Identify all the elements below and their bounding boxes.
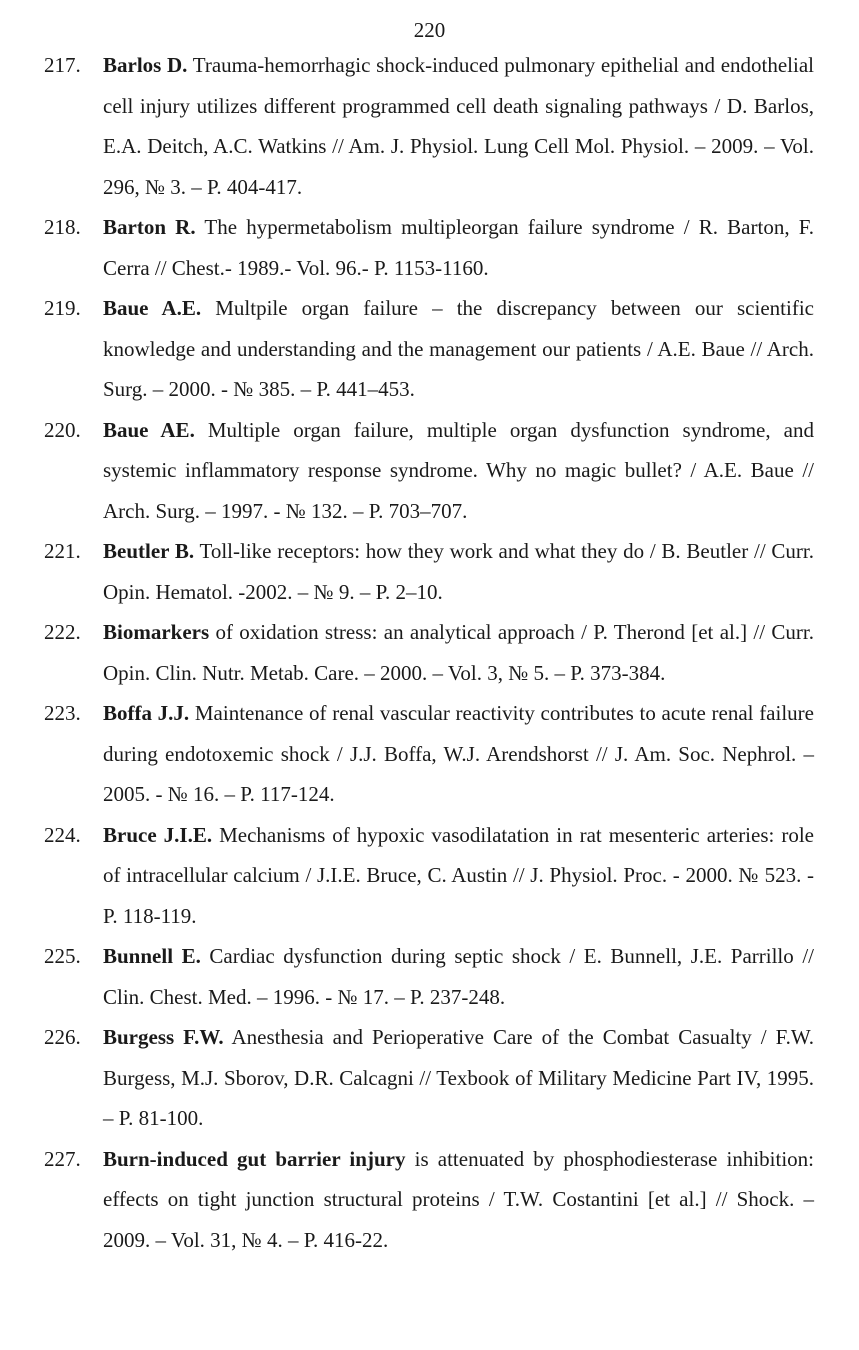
reference-author: Burn-induced gut barrier injury bbox=[103, 1146, 406, 1171]
reference-text bbox=[103, 693, 814, 815]
reference-number: 219. bbox=[44, 296, 81, 320]
reference-details: Maintenance of renal vascular reactivity contributes to acute renal failure during endotoxemic shock / J.J. Boffa, W.J. Arendshorst // J. Am. Soc. Nephrol. – 2005. - № 16. – P. 117-124. bbox=[103, 701, 814, 806]
reference-text bbox=[103, 612, 814, 693]
reference-author: Baue AE. bbox=[103, 417, 195, 442]
reference-item bbox=[44, 531, 814, 612]
reference-details: Multiple organ failure, multiple organ dysfunction syndrome, and systemic inflammatory response syndrome. Why no magic bullet? / A.E. Baue // Arch. Surg. – 1997. - № 132. – P. 703–707. bbox=[103, 417, 814, 523]
reference-number: 226. bbox=[44, 1025, 81, 1049]
reference-number: 224. bbox=[44, 822, 81, 847]
reference-text bbox=[103, 936, 814, 1017]
reference-details: is attenuated by phosphodiesterase inhibition: effects on tight junction structural proteins / T.W. Costantini [et al.] // Shock. – 2009. – Vol. 31, № 4. – P. 416-22. bbox=[103, 1146, 815, 1252]
reference-details: Cardiac dysfunction during septic shock / E. Bunnell, J.E. Parrillo // Clin. Chest. Med. – 1996. - № 17. – P. 237-248. bbox=[103, 944, 814, 1009]
reference-author: Baue A.E. bbox=[103, 296, 202, 320]
reference-number: 222. bbox=[44, 620, 81, 644]
reference-details: Multpile organ failure – the discrepancy between our scientific knowledge and understanding and the management our patients / A.E. Baue // Arch. Surg. – 2000. - № 385. – P. 441–453. bbox=[103, 296, 814, 401]
reference-author: Bunnell E. bbox=[103, 944, 201, 968]
reference-item bbox=[44, 207, 814, 288]
reference-item bbox=[44, 288, 814, 410]
reference-details: Trauma-hemorrhagic shock-induced pulmonary epithelial and endothelial cell injury utilizes different programmed cell death signaling pathways / D. Barlos, E.A. Deitch, A.C. Watkins // Am. J. Physiol. Lung Cell Mol. Physiol. – 2009. – Vol. 296, № 3. – P. 404-417. bbox=[103, 53, 815, 199]
reference-details: Mechanisms of hypoxic vasodilatation in rat mesenteric arteries: role of intracellular calcium / J.I.E. Bruce, C. Austin // J. Physiol. Proc. - 2000. № 523. - P. 118-119. bbox=[103, 822, 815, 928]
reference-item bbox=[44, 612, 814, 693]
reference-number: 217. bbox=[44, 53, 81, 77]
reference-item bbox=[44, 815, 814, 937]
reference-details: Anesthesia and Perioperative Care of the Combat Casualty / F.W. Burgess, M.J. Sborov, D.R. Calcagni // Texbook of Military Medicine Part IV, 1995. – P. 81-100. bbox=[103, 1025, 814, 1130]
reference-number: 227. bbox=[44, 1146, 81, 1171]
reference-author: Biomarkers bbox=[103, 620, 210, 644]
reference-number: 218. bbox=[44, 215, 81, 239]
reference-item bbox=[44, 936, 814, 1017]
reference-text bbox=[103, 207, 814, 288]
reference-text bbox=[103, 815, 814, 937]
reference-item bbox=[44, 693, 814, 815]
reference-item bbox=[44, 1139, 814, 1261]
page-number: 220 bbox=[413, 18, 446, 42]
reference-author: Burgess F.W. bbox=[103, 1025, 224, 1049]
reference-text bbox=[103, 531, 814, 612]
reference-item bbox=[44, 45, 814, 207]
reference-list bbox=[44, 45, 814, 1260]
reference-details: The hypermetabolism multipleorgan failure syndrome / R. Barton, F. Cerra // Chest.- 1989.- Vol. 96.- P. 1153-1160. bbox=[103, 215, 814, 280]
reference-details: of oxidation stress: an analytical approach / P. Therond [et al.] // Curr. Opin. Clin. Nutr. Metab. Care. – 2000. – Vol. 3, № 5. – P. 373-384. bbox=[103, 620, 814, 685]
reference-number: 225. bbox=[44, 944, 81, 968]
reference-text bbox=[103, 45, 814, 207]
reference-number: 223. bbox=[44, 701, 81, 725]
reference-details: Toll-like receptors: how they work and what they do / B. Beutler // Curr. Opin. Hematol. -2002. – № 9. – P. 2–10. bbox=[103, 539, 814, 604]
reference-text bbox=[103, 410, 814, 532]
reference-text bbox=[103, 1017, 814, 1139]
reference-author: Beutler B. bbox=[103, 539, 195, 563]
reference-author: Bruce J.I.E. bbox=[103, 822, 213, 847]
reference-text bbox=[103, 1139, 814, 1261]
reference-text bbox=[103, 288, 814, 410]
reference-item bbox=[44, 1017, 814, 1139]
reference-number: 220. bbox=[44, 417, 81, 442]
reference-item bbox=[44, 410, 814, 532]
reference-author: Boffa J.J. bbox=[103, 701, 190, 725]
reference-author: Barton R. bbox=[103, 215, 196, 239]
reference-number: 221. bbox=[44, 539, 81, 563]
reference-author: Barlos D. bbox=[103, 53, 188, 77]
